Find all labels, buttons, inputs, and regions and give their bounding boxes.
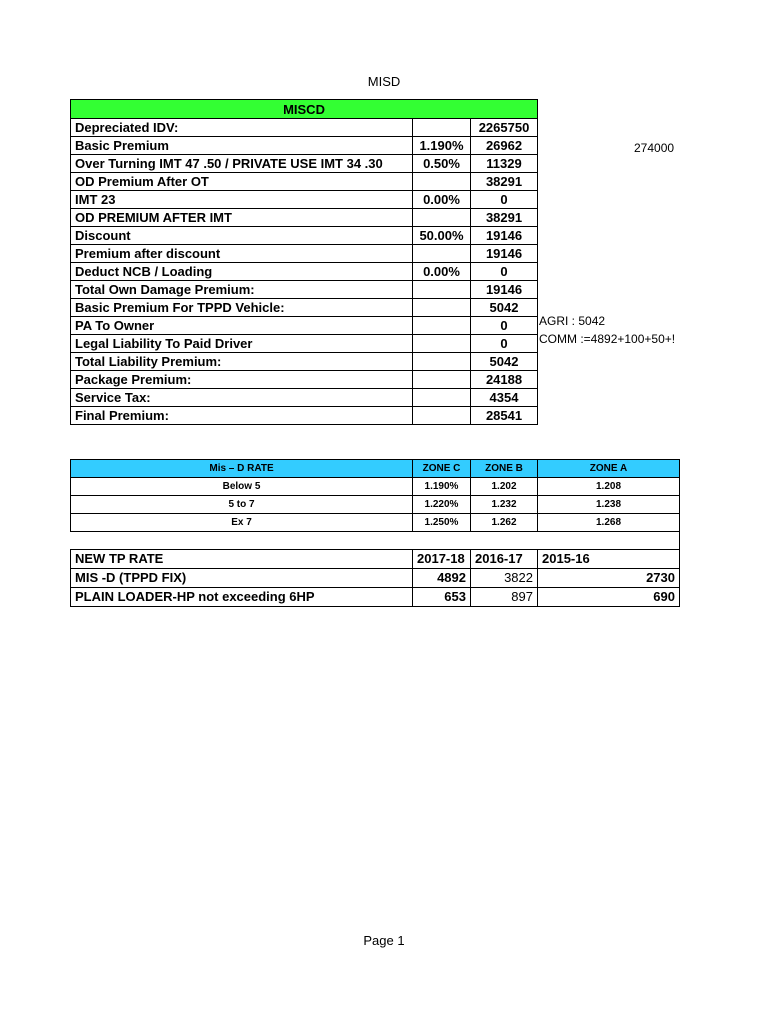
premium-label: Depreciated IDV: [71,119,413,137]
tp-value: 4892 [413,569,471,588]
rate-cell: 1.190% [413,478,471,496]
premium-row [71,227,538,245]
premium-value: 24188 [471,371,538,389]
rate-cell: 1.208 [538,478,680,496]
premium-label: Final Premium: [71,407,413,425]
tp-blank-row [71,531,680,550]
premium-rate [413,245,471,263]
premium-value: 11329 [471,155,538,173]
rate-table-header-row [71,460,680,478]
premium-rate: 0.00% [413,263,471,281]
premium-rate [413,407,471,425]
premium-row [71,263,538,281]
premium-row [71,155,538,173]
premium-row [71,299,538,317]
premium-row [71,281,538,299]
premium-value: 19146 [471,245,538,263]
premium-value: 4354 [471,389,538,407]
premium-table-header: MISCD [71,100,538,119]
premium-row [71,371,538,389]
page-footer: Page 1 [363,933,405,948]
premium-value: 0 [471,317,538,335]
tp-rate-table [70,531,680,607]
premium-label: Over Turning IMT 47 .50 / PRIVATE USE IMT 34 .30 [71,155,413,173]
side-note-agri: AGRI : 5042 [539,314,606,328]
premium-rate [413,209,471,227]
premium-value: 0 [471,335,538,353]
rate-cell: 1.250% [413,514,471,532]
premium-row [71,353,538,371]
premium-label: IMT 23 [71,191,413,209]
premium-label: Basic Premium For TPPD Vehicle: [71,299,413,317]
rate-header-cell: ZONE A [538,460,680,478]
premium-label: Total Own Damage Premium: [71,281,413,299]
premium-rate [413,299,471,317]
tp-header-cell: 2017-18 [413,550,471,569]
premium-value: 5042 [471,353,538,371]
rate-cell: Ex 7 [71,514,413,532]
tp-header-cell: 2015-16 [538,550,680,569]
premium-value: 19146 [471,227,538,245]
premium-row [71,173,538,191]
premium-rate [413,119,471,137]
tp-value: 2730 [538,569,680,588]
premium-rate: 1.190% [413,137,471,155]
premium-rate [413,317,471,335]
rate-cell: 1.202 [471,478,538,496]
premium-row [71,119,538,137]
premium-row [71,335,538,353]
premium-table [70,99,538,425]
rate-cell: 1.238 [538,496,680,514]
tp-header-cell: 2016-17 [471,550,538,569]
premium-rate [413,335,471,353]
premium-rate [413,281,471,299]
premium-label: Total Liability Premium: [71,353,413,371]
premium-value: 28541 [471,407,538,425]
premium-row [71,389,538,407]
premium-rate [413,371,471,389]
premium-label: Legal Liability To Paid Driver [71,335,413,353]
tp-value: 690 [538,588,680,607]
tp-header-cell: NEW TP RATE [71,550,413,569]
premium-row [71,407,538,425]
rate-cell: 1.262 [471,514,538,532]
premium-label: Premium after discount [71,245,413,263]
premium-row [71,245,538,263]
premium-label: Deduct NCB / Loading [71,263,413,281]
rate-table [70,459,680,532]
premium-rate: 0.50% [413,155,471,173]
premium-value: 0 [471,263,538,281]
side-note-274000: 274000 [634,141,675,155]
premium-label: Package Premium: [71,371,413,389]
tp-row [71,569,680,588]
premium-label: Discount [71,227,413,245]
premium-rate: 50.00% [413,227,471,245]
premium-value: 19146 [471,281,538,299]
premium-label: PA To Owner [71,317,413,335]
premium-rate [413,353,471,371]
rate-header-cell: ZONE B [471,460,538,478]
premium-rate: 0.00% [413,191,471,209]
premium-row [71,209,538,227]
premium-rate [413,389,471,407]
tp-label: MIS -D (TPPD FIX) [71,569,413,588]
rate-cell: 1.268 [538,514,680,532]
premium-value: 38291 [471,209,538,227]
premium-label: OD Premium After OT [71,173,413,191]
page-title: MISD [367,74,401,89]
rate-cell: 1.220% [413,496,471,514]
tp-value: 3822 [471,569,538,588]
premium-value: 2265750 [471,119,538,137]
premium-value: 26962 [471,137,538,155]
premium-value: 38291 [471,173,538,191]
premium-row [71,191,538,209]
rate-cell: 1.232 [471,496,538,514]
premium-rate [413,173,471,191]
tp-value: 653 [413,588,471,607]
tp-value: 897 [471,588,538,607]
premium-table-header-row [71,100,538,119]
rate-cell: Below 5 [71,478,413,496]
premium-label: OD PREMIUM AFTER IMT [71,209,413,227]
premium-label: Basic Premium [71,137,413,155]
rate-header-cell: ZONE C [413,460,471,478]
side-note-comm: COMM :=4892+100+50+! [539,332,676,346]
premium-row [71,317,538,335]
rate-row [71,514,680,532]
premium-value: 0 [471,191,538,209]
tp-row [71,588,680,607]
premium-value: 5042 [471,299,538,317]
tp-label: PLAIN LOADER-HP not exceeding 6HP [71,588,413,607]
rate-header-cell: Mis – D RATE [71,460,413,478]
rate-cell: 5 to 7 [71,496,413,514]
premium-label: Service Tax: [71,389,413,407]
rate-row [71,496,680,514]
premium-row [71,137,538,155]
rate-row [71,478,680,496]
tp-header-row [71,550,680,569]
